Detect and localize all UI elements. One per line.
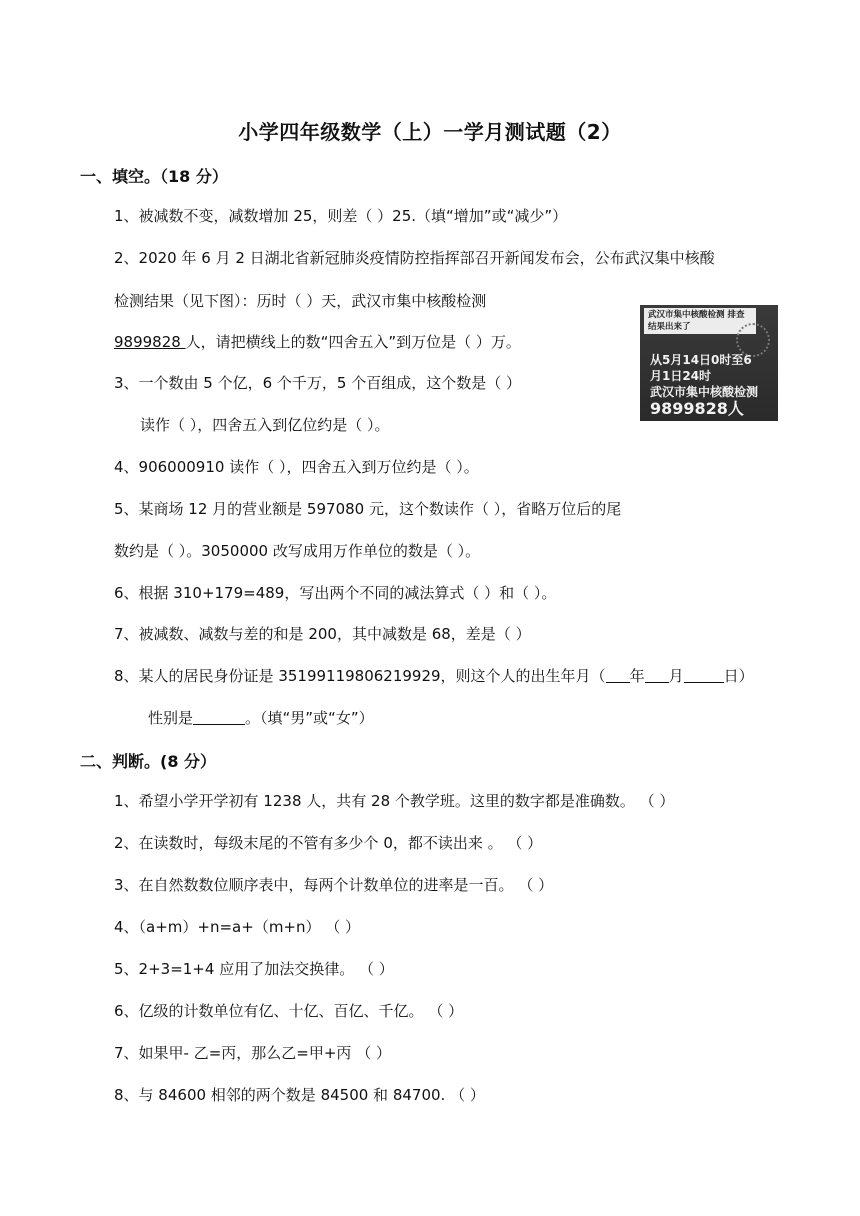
fill-question-5-line-1: 5、某商场 12 月的营业额是 597080 元，这个数读作（ ），省略万位后的尾 xyxy=(114,500,622,518)
tf-question-3: 3、在自然数数位顺序表中，每两个计数单位的进率是一百。 （ ） xyxy=(114,876,554,894)
fill-question-6: 6、根据 310+179=489，写出两个不同的减法算式（ ）和（ ）。 xyxy=(114,584,557,602)
tf-question-7: 7、如果甲- 乙=丙，那么乙=甲+丙 （ ） xyxy=(114,1044,391,1062)
underlined-number: 9899828 xyxy=(114,333,186,351)
fill-question-3-line-1: 3、一个数由 5 个亿，6 个千万，5 个百组成，这个数是（ ） xyxy=(114,374,522,392)
photo-line-1: 从5月14日0时至6 xyxy=(650,353,752,367)
photo-line-3: 武汉市集中核酸检测 xyxy=(650,385,759,399)
virus-icon xyxy=(736,323,770,357)
fill-question-8-line-2 xyxy=(148,707,374,729)
month-label: 月 xyxy=(668,667,684,685)
photo-number: 9899828人 xyxy=(650,399,744,418)
fill-question-2-line-3 xyxy=(114,331,521,353)
fill-question-7: 7、被减数、减数与差的和是 200，其中减数是 68，差是（ ） xyxy=(114,625,531,643)
tf-question-6: 6、亿级的计数单位有亿、十亿、百亿、千亿。 （ ） xyxy=(114,1002,464,1020)
month-blank xyxy=(645,666,669,683)
photo-line-2: 月1日24时 xyxy=(650,369,712,383)
day-blank xyxy=(684,666,724,683)
gender-blank xyxy=(193,708,245,725)
fill-question-8-text: 8、某人的居民身份证是 35199119806219929，则这个人的出生年月（ xyxy=(114,667,606,685)
year-label: 年 xyxy=(629,667,645,685)
year-blank xyxy=(606,666,630,683)
tf-question-5: 5、2+3=1+4 应用了加法交换律。 （ ） xyxy=(114,960,394,978)
page-title: 小学四年级数学（上）一学月测试题（2） xyxy=(238,120,622,144)
section-true-false-heading: 二、判断。(8 分） xyxy=(80,752,217,771)
fill-question-2-line-2: 检测结果（见下图）：历时（ ）天，武汉市集中核酸检测 xyxy=(114,292,487,310)
fill-question-2-line-3-text: 人，请把横线上的数“四舍五入”到万位是（ ）万。 xyxy=(185,333,521,351)
fill-question-1: 1、被减数不变，减数增加 25，则差（ ）25.（填“增加”或“减少”） xyxy=(114,207,568,225)
tf-question-4: 4、（a+m）+n=a+（m+n） （ ） xyxy=(114,918,361,936)
fill-question-2-line-1: 2、2020 年 6 月 2 日湖北省新冠肺炎疫情防控指挥部召开新闻发布会，公布武汉集中核酸 xyxy=(114,249,715,267)
tf-question-8: 8、与 84600 相邻的两个数是 84500 和 84700. （ ） xyxy=(114,1086,485,1104)
gender-label: 性别是 xyxy=(148,709,194,727)
fill-question-3-line-2: 读作（ ），四舍五入到亿位约是（ ）。 xyxy=(140,416,390,434)
photo-header: 武汉市集中核酸检测 排查结果出来了 xyxy=(644,308,756,334)
tf-question-2: 2、在读数时，每级末尾的不管有多少个 0，都不读出来 。 （ ） xyxy=(114,834,543,852)
fill-question-8-line-1 xyxy=(114,665,754,687)
fill-question-4: 4、906000910 读作（ ），四舍五入到万位约是（ ）。 xyxy=(114,458,479,476)
fill-question-5-line-2: 数约是（ ）。3050000 改写成用万作单位的数是（ ）。 xyxy=(114,542,481,560)
tf-question-1: 1、希望小学开学初有 1238 人，共有 28 个教学班。这里的数字都是准确数。 （ ） xyxy=(114,792,675,810)
gender-hint: 。（填“男”或“女”） xyxy=(245,709,374,727)
day-label: 日） xyxy=(723,667,754,685)
section-fill-in-heading: 一、填空。（18 分） xyxy=(80,167,228,186)
news-photo xyxy=(640,305,778,421)
